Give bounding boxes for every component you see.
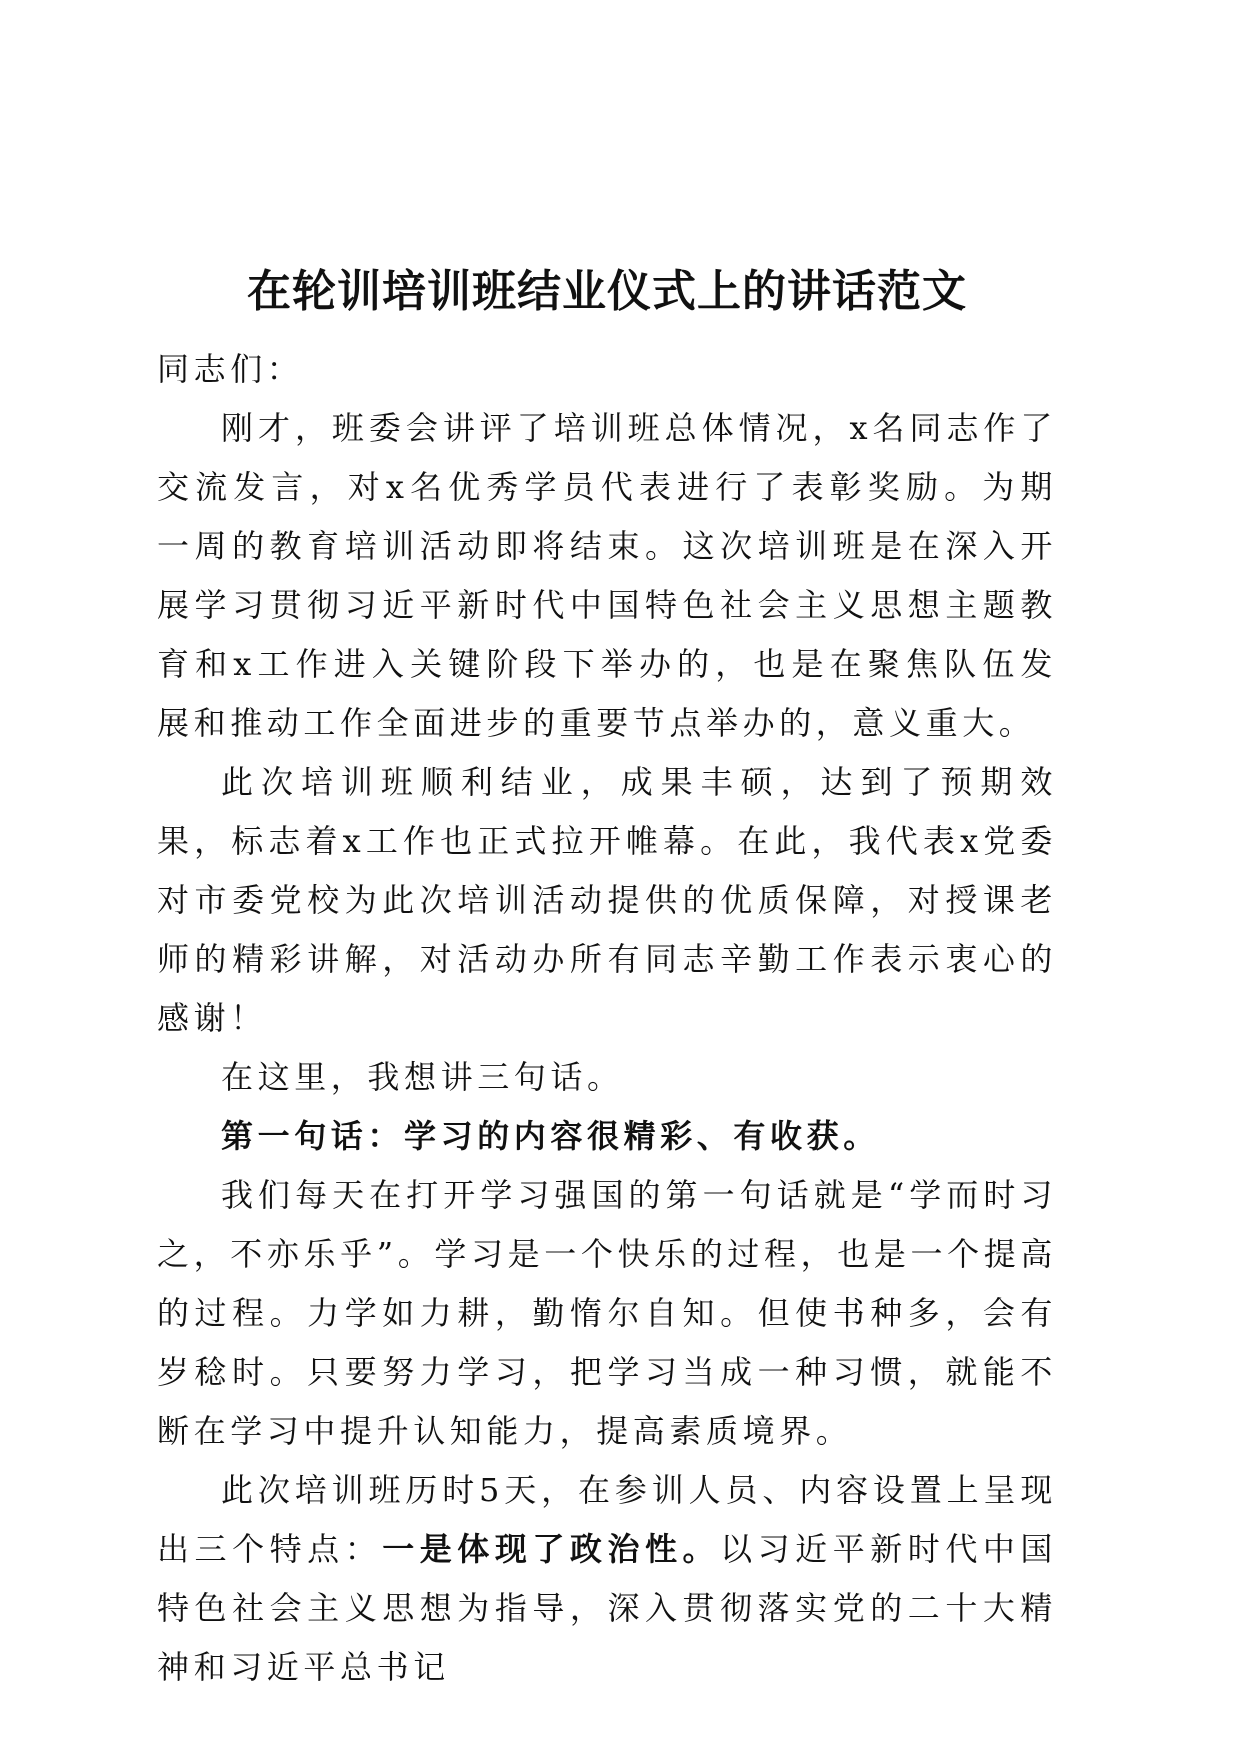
salutation: 同志们： [157,350,304,388]
paragraph-features-lead: 此次培训班历时5天，在参训人员、内容设置上呈现出三个特点： [157,1471,1057,1568]
paragraph-three-points: 在这里，我想讲三句话。 [221,1058,624,1096]
paragraph-intro: 刚才，班委会讲评了培训班总体情况，x名同志作了交流发言，对x名优秀学员代表进行了表彰奖励。为期一周的教育培训活动即将结束。这次培训班是在深入开展学习贯彻习近平新时代中国特色社会主义思想主题教育和x工作进入关键阶段下举办的，也是在聚焦队伍发展和推动工作全面进步的重要节点举办的，意义重大。 [157,409,1057,742]
paragraph-thanks: 此次培训班顺利结业，成果丰硕，达到了预期效果，标志着x工作也正式拉开帷幕。在此，我代表x党委对市委党校为此次培训活动提供的优质保障，对授课老师的精彩讲解，对活动办所有同志辛勤工作表示衷心的感谢！ [157,763,1057,1037]
document-body [157,340,1057,1697]
document-title: 在轮训培训班结业仪式上的讲话范文 [247,266,967,317]
paragraph-features-rest: 以习近平新时代中国特色社会主义思想为指导，深入贯彻落实党的二十大精神和习近平总书记 [157,1530,1057,1686]
paragraph-features [157,1461,1057,1697]
paragraph-learning: 我们每天在打开学习强国的第一句话就是“学而时习之，不亦乐乎”。学习是一个快乐的过程，也是一个提高的过程。力学如力耕，勤惰尔自知。但使书种多，会有岁稔时。只要努力学习，把学习当成一种习惯，就能不断在学习中提升认知能力，提高素质境界。 [157,1176,1057,1450]
section-heading-1: 第一句话：学习的内容很精彩、有收获。 [221,1117,880,1155]
paragraph-features-emphasis: 一是体现了政治性。 [382,1530,721,1568]
